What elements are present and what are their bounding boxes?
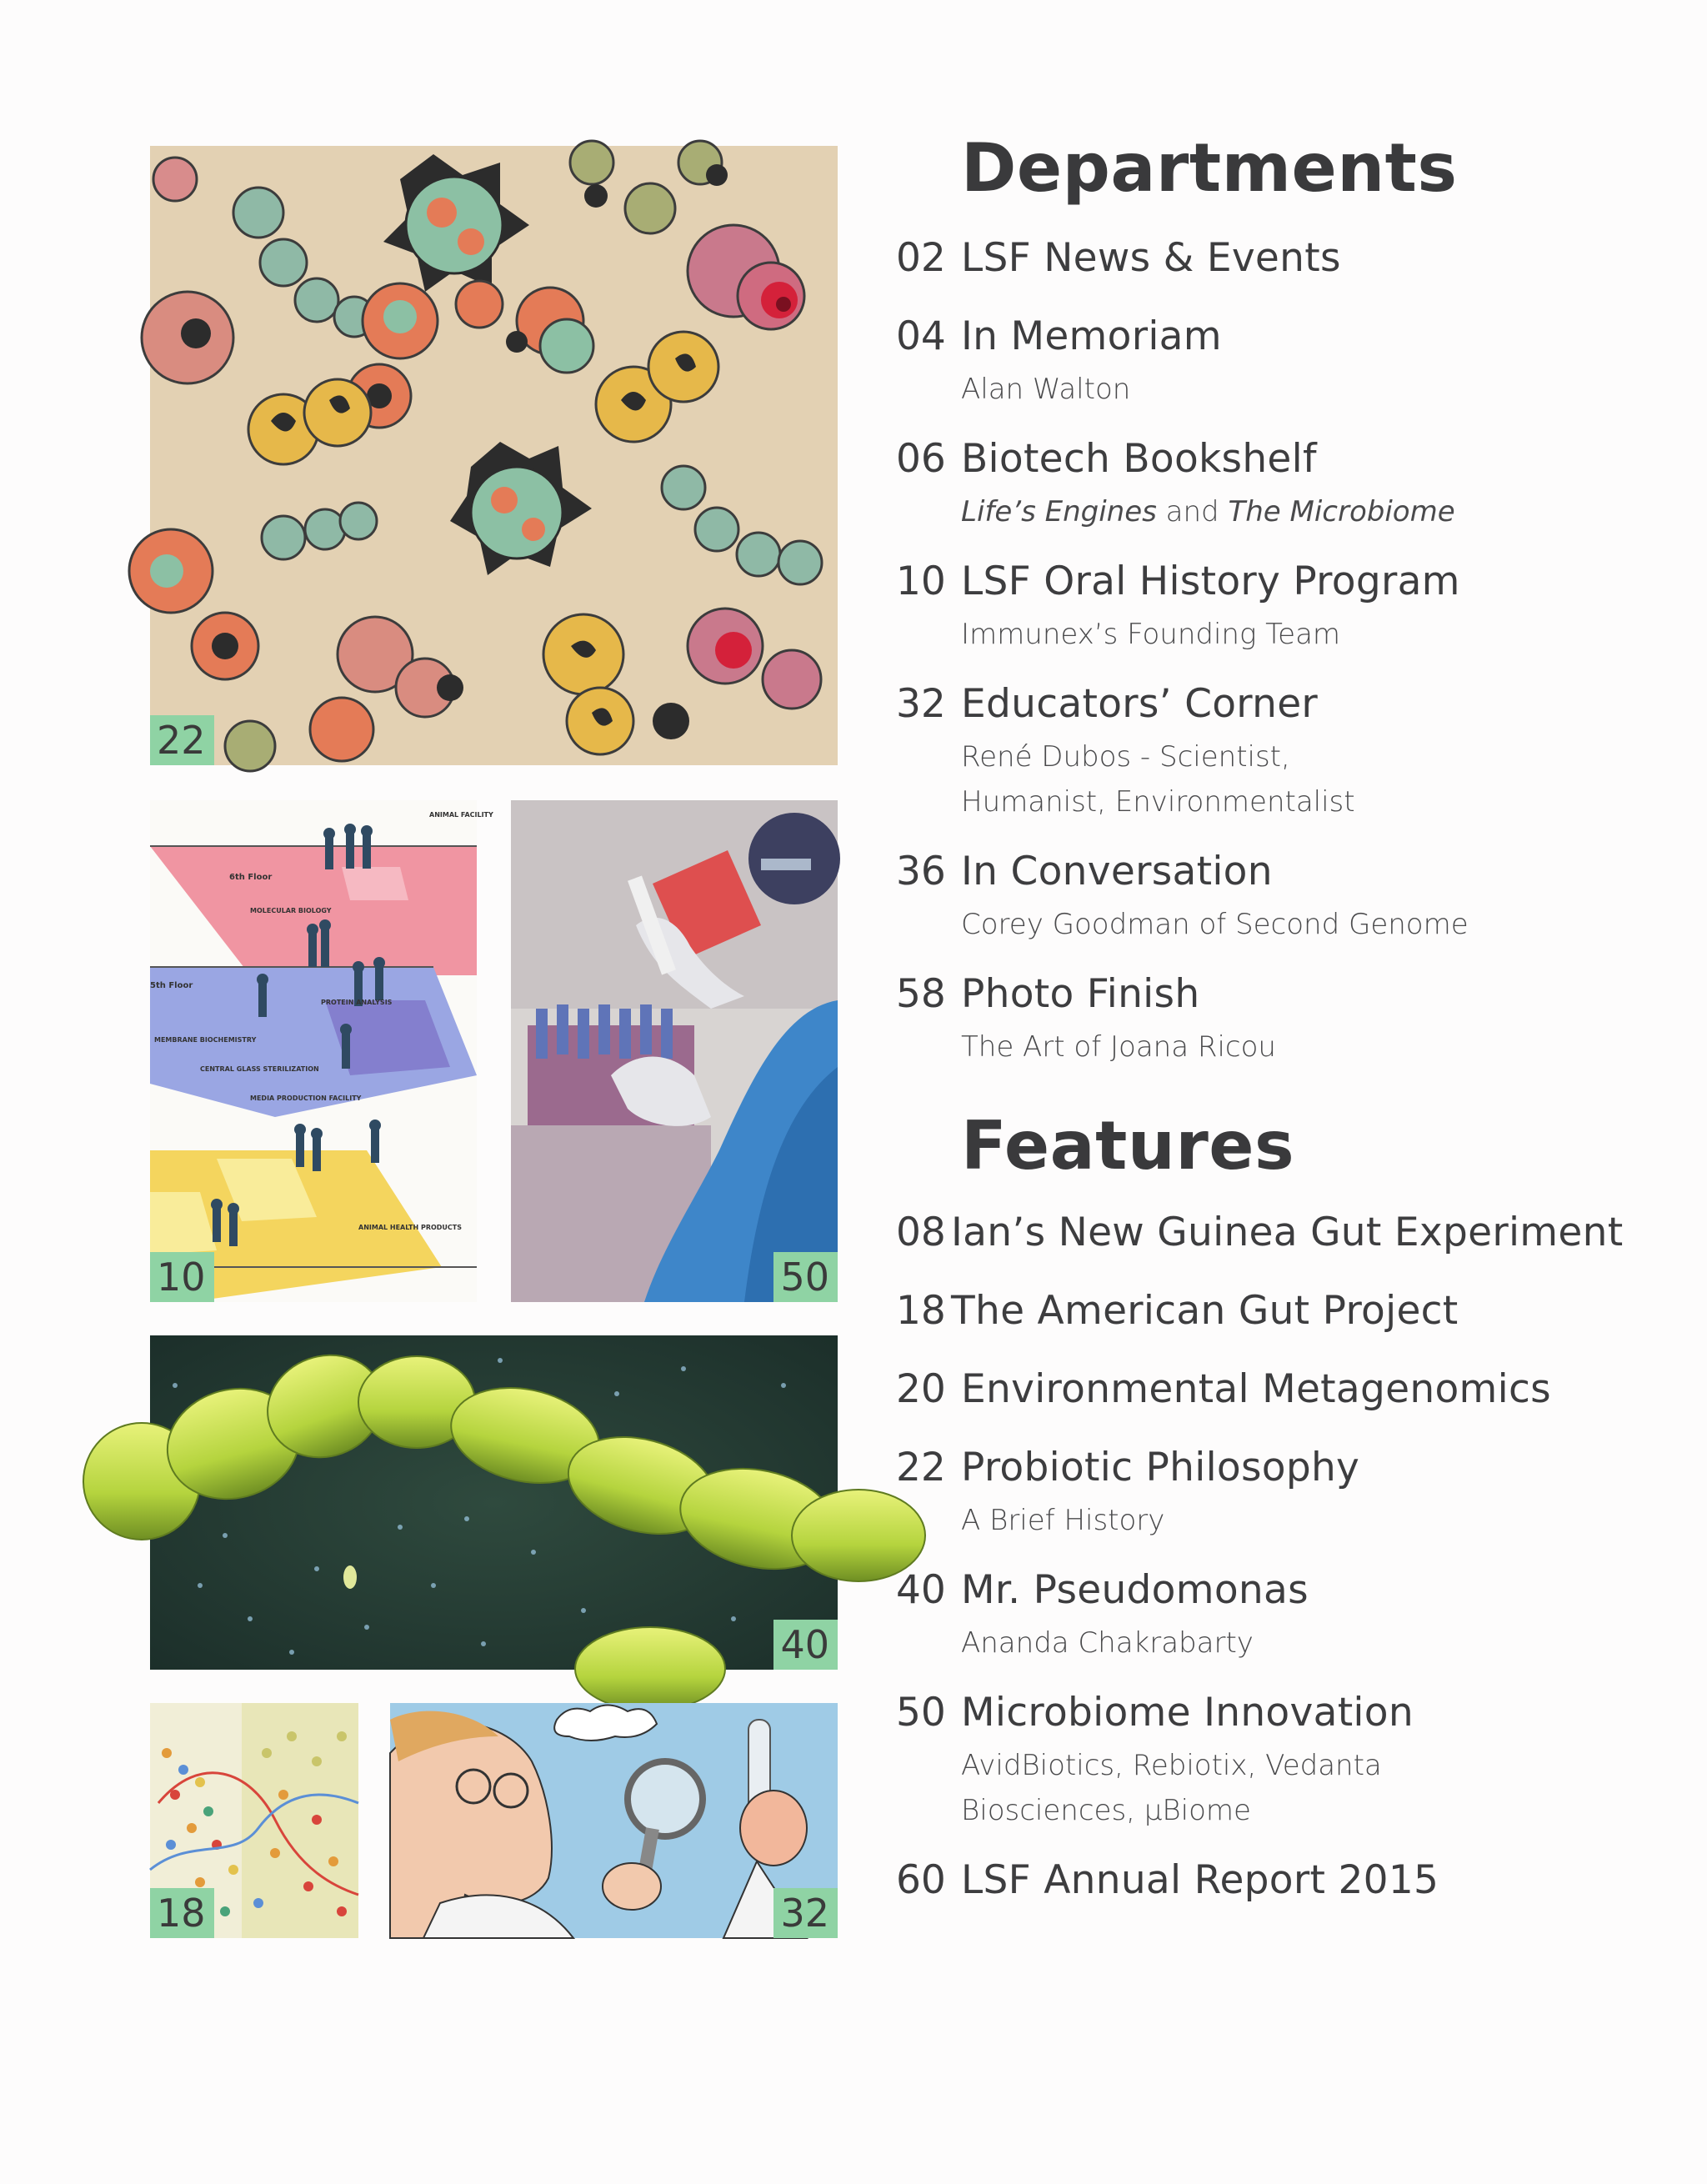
page-number: 18 — [896, 1288, 946, 1334]
floor-label: 5th Floor — [150, 981, 193, 990]
book-title: Life’s Engines — [961, 495, 1157, 528]
floor-label: ANIMAL FACILITY — [429, 811, 493, 819]
page-badge: 10 — [150, 1252, 214, 1302]
entry-subtitle: A Brief History — [961, 1504, 1165, 1537]
floor-label: 6th Floor — [229, 873, 273, 882]
page-badge: 50 — [773, 1252, 838, 1302]
floor-label: ANIMAL HEALTH PRODUCTS — [358, 1224, 463, 1231]
floor-plan-illustration — [150, 800, 493, 1302]
floor-label: MEDIA PRODUCTION FACILITY — [250, 1095, 362, 1102]
floor-label: MEMBRANE BIOCHEMISTRY — [154, 1036, 257, 1044]
book-title: The Microbiome — [1228, 495, 1455, 528]
page-badge: 22 — [150, 715, 214, 765]
bead-illustration-image — [150, 1703, 358, 1938]
entry-title: Biotech Bookshelf — [961, 436, 1317, 482]
conjunction: and — [1156, 495, 1229, 528]
bacteria-photo — [150, 1335, 838, 1670]
floor-label: MOLECULAR BIOLOGY — [250, 907, 332, 914]
page-number: 22 — [896, 1445, 946, 1490]
entry-title: Educators’ Corner — [961, 681, 1319, 727]
entry-title: In Memoriam — [961, 313, 1222, 359]
page-number: 04 — [896, 313, 946, 359]
lab-photo — [511, 800, 838, 1302]
entry-title: Ian’s New Guinea Gut Experiment — [951, 1210, 1624, 1255]
entry-title: Photo Finish — [961, 971, 1200, 1017]
departments-heading: Departments — [961, 129, 1458, 207]
page-number: 06 — [896, 436, 946, 482]
floor-plan-image — [150, 800, 493, 1302]
entry-title: LSF Annual Report 2015 — [961, 1857, 1439, 1903]
entry-subtitle: René Dubos - Scientist, Humanist, Environmentalist — [961, 740, 1355, 819]
lab-scientist-image — [511, 800, 838, 1302]
entry-title: The American Gut Project — [951, 1288, 1459, 1334]
entry-subtitle: Immunex’s Founding Team — [961, 618, 1341, 651]
entry-subtitle: AvidBiotics, Rebiotix, Vedanta Biosciences, µBiome — [961, 1749, 1382, 1827]
entry-subtitle: The Art of Joana Ricou — [961, 1030, 1276, 1064]
microbes-illustration — [150, 146, 838, 765]
page-number: 32 — [896, 681, 946, 727]
features-heading: Features — [961, 1107, 1295, 1185]
page-number: 40 — [896, 1567, 946, 1613]
entry-title: Microbiome Innovation — [961, 1690, 1414, 1736]
entry-subtitle — [961, 489, 1594, 534]
scientist-cartoon — [390, 1703, 838, 1938]
cartoon-scientist-image — [390, 1703, 838, 1938]
entry-title: In Conversation — [961, 849, 1273, 894]
entry-subtitle: Alan Walton — [961, 373, 1131, 406]
floor-label: CENTRAL GLASS STERILIZATION — [200, 1065, 319, 1073]
page-number: 58 — [896, 971, 946, 1017]
entry-title: Mr. Pseudomonas — [961, 1567, 1309, 1613]
page-number: 50 — [896, 1690, 946, 1736]
entry-title: Probiotic Philosophy — [961, 1445, 1360, 1490]
page-number: 10 — [896, 559, 946, 604]
entry-subtitle: Corey Goodman of Second Genome — [961, 908, 1469, 941]
page-badge: 18 — [150, 1888, 214, 1938]
entry-title: LSF Oral History Program — [961, 559, 1460, 604]
floor-label: PROTEIN ANALYSIS — [321, 999, 393, 1006]
microbes-pattern-image — [150, 146, 838, 765]
page-number: 20 — [896, 1366, 946, 1412]
entry-title: LSF News & Events — [961, 235, 1341, 281]
page-badge: 40 — [773, 1620, 838, 1670]
page-number: 36 — [896, 849, 946, 894]
entry-title: Environmental Metagenomics — [961, 1366, 1551, 1412]
page-number: 08 — [896, 1210, 946, 1255]
bacteria-micrograph-image — [150, 1335, 838, 1670]
entry-subtitle: Ananda Chakrabarty — [961, 1626, 1254, 1660]
page-number: 60 — [896, 1857, 946, 1903]
page-number: 02 — [896, 235, 946, 281]
page-badge: 32 — [773, 1888, 838, 1938]
